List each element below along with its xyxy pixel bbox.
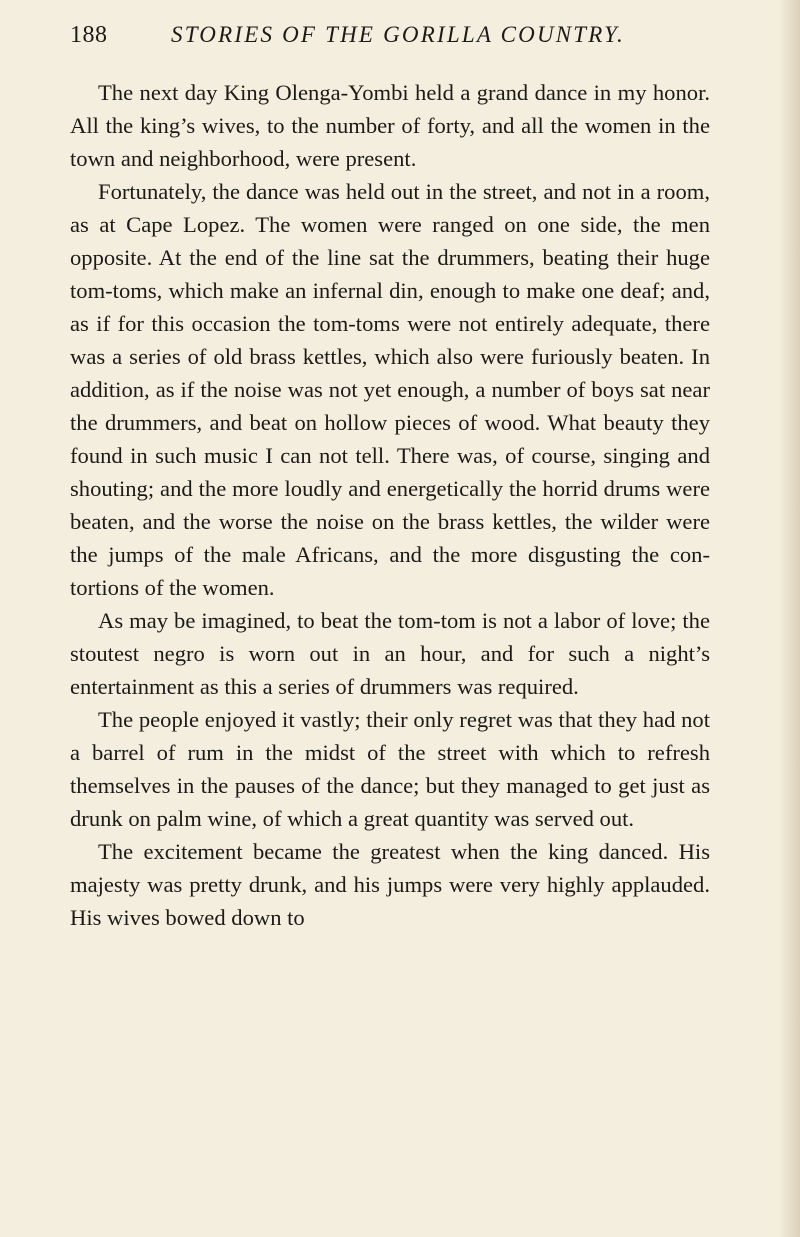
page-edge-shadow <box>778 0 800 1237</box>
running-head <box>70 22 710 56</box>
paragraph: As may be imagined, to beat the tom-tom is not a labor of love; the stoutest negro is worn out in an hour, and for such a night’s entertainment as this a series of drummers was required. <box>70 608 710 699</box>
body-text <box>70 76 710 934</box>
paragraph: The next day King Olenga-Yombi held a grand dance in my honor. All the king’s wives, to the number of forty, and all the women in the town and neighborhood, were present. <box>70 80 710 171</box>
paragraph: Fortunately, the dance was held out in the street, and not in a room, as at Cape Lopez. The women were ranged on one side, the men opposite. At the end of the line sat the drummers, beating their huge tom-toms, which make an infernal din, enough to make one deaf; and, as if for this occasion the tom-toms were not entirely adequate, there was a series of old brass kettles, which also were furiously beaten. In addition, as if the noise was not yet enough, a number of boys sat near the drummers, and beat on hollow pieces of wood. What beauty they found in such music I can not tell. There was, of course, singing and shouting; and the more loudly and energetically the horrid drums were beaten, and the worse the noise on the brass kettles, the wilder were the jumps of the male Africans, and the more disgusting the contortions of the women. <box>70 179 710 600</box>
paragraph: The excitement became the greatest when the king danced. His majesty was pretty drunk, and his jumps were very highly applauded. His wives bowed down to <box>70 839 710 930</box>
paragraph: The people enjoyed it vastly; their only regret was that they had not a barrel of rum in the midst of the street with which to refresh themselves in the pauses of the dance; but they managed to get just as drunk on palm wine, of which a great quantity was served out. <box>70 707 710 831</box>
page-number: 188 <box>70 22 108 48</box>
running-title: STORIES OF THE GORILLA COUNTRY. <box>171 22 625 47</box>
